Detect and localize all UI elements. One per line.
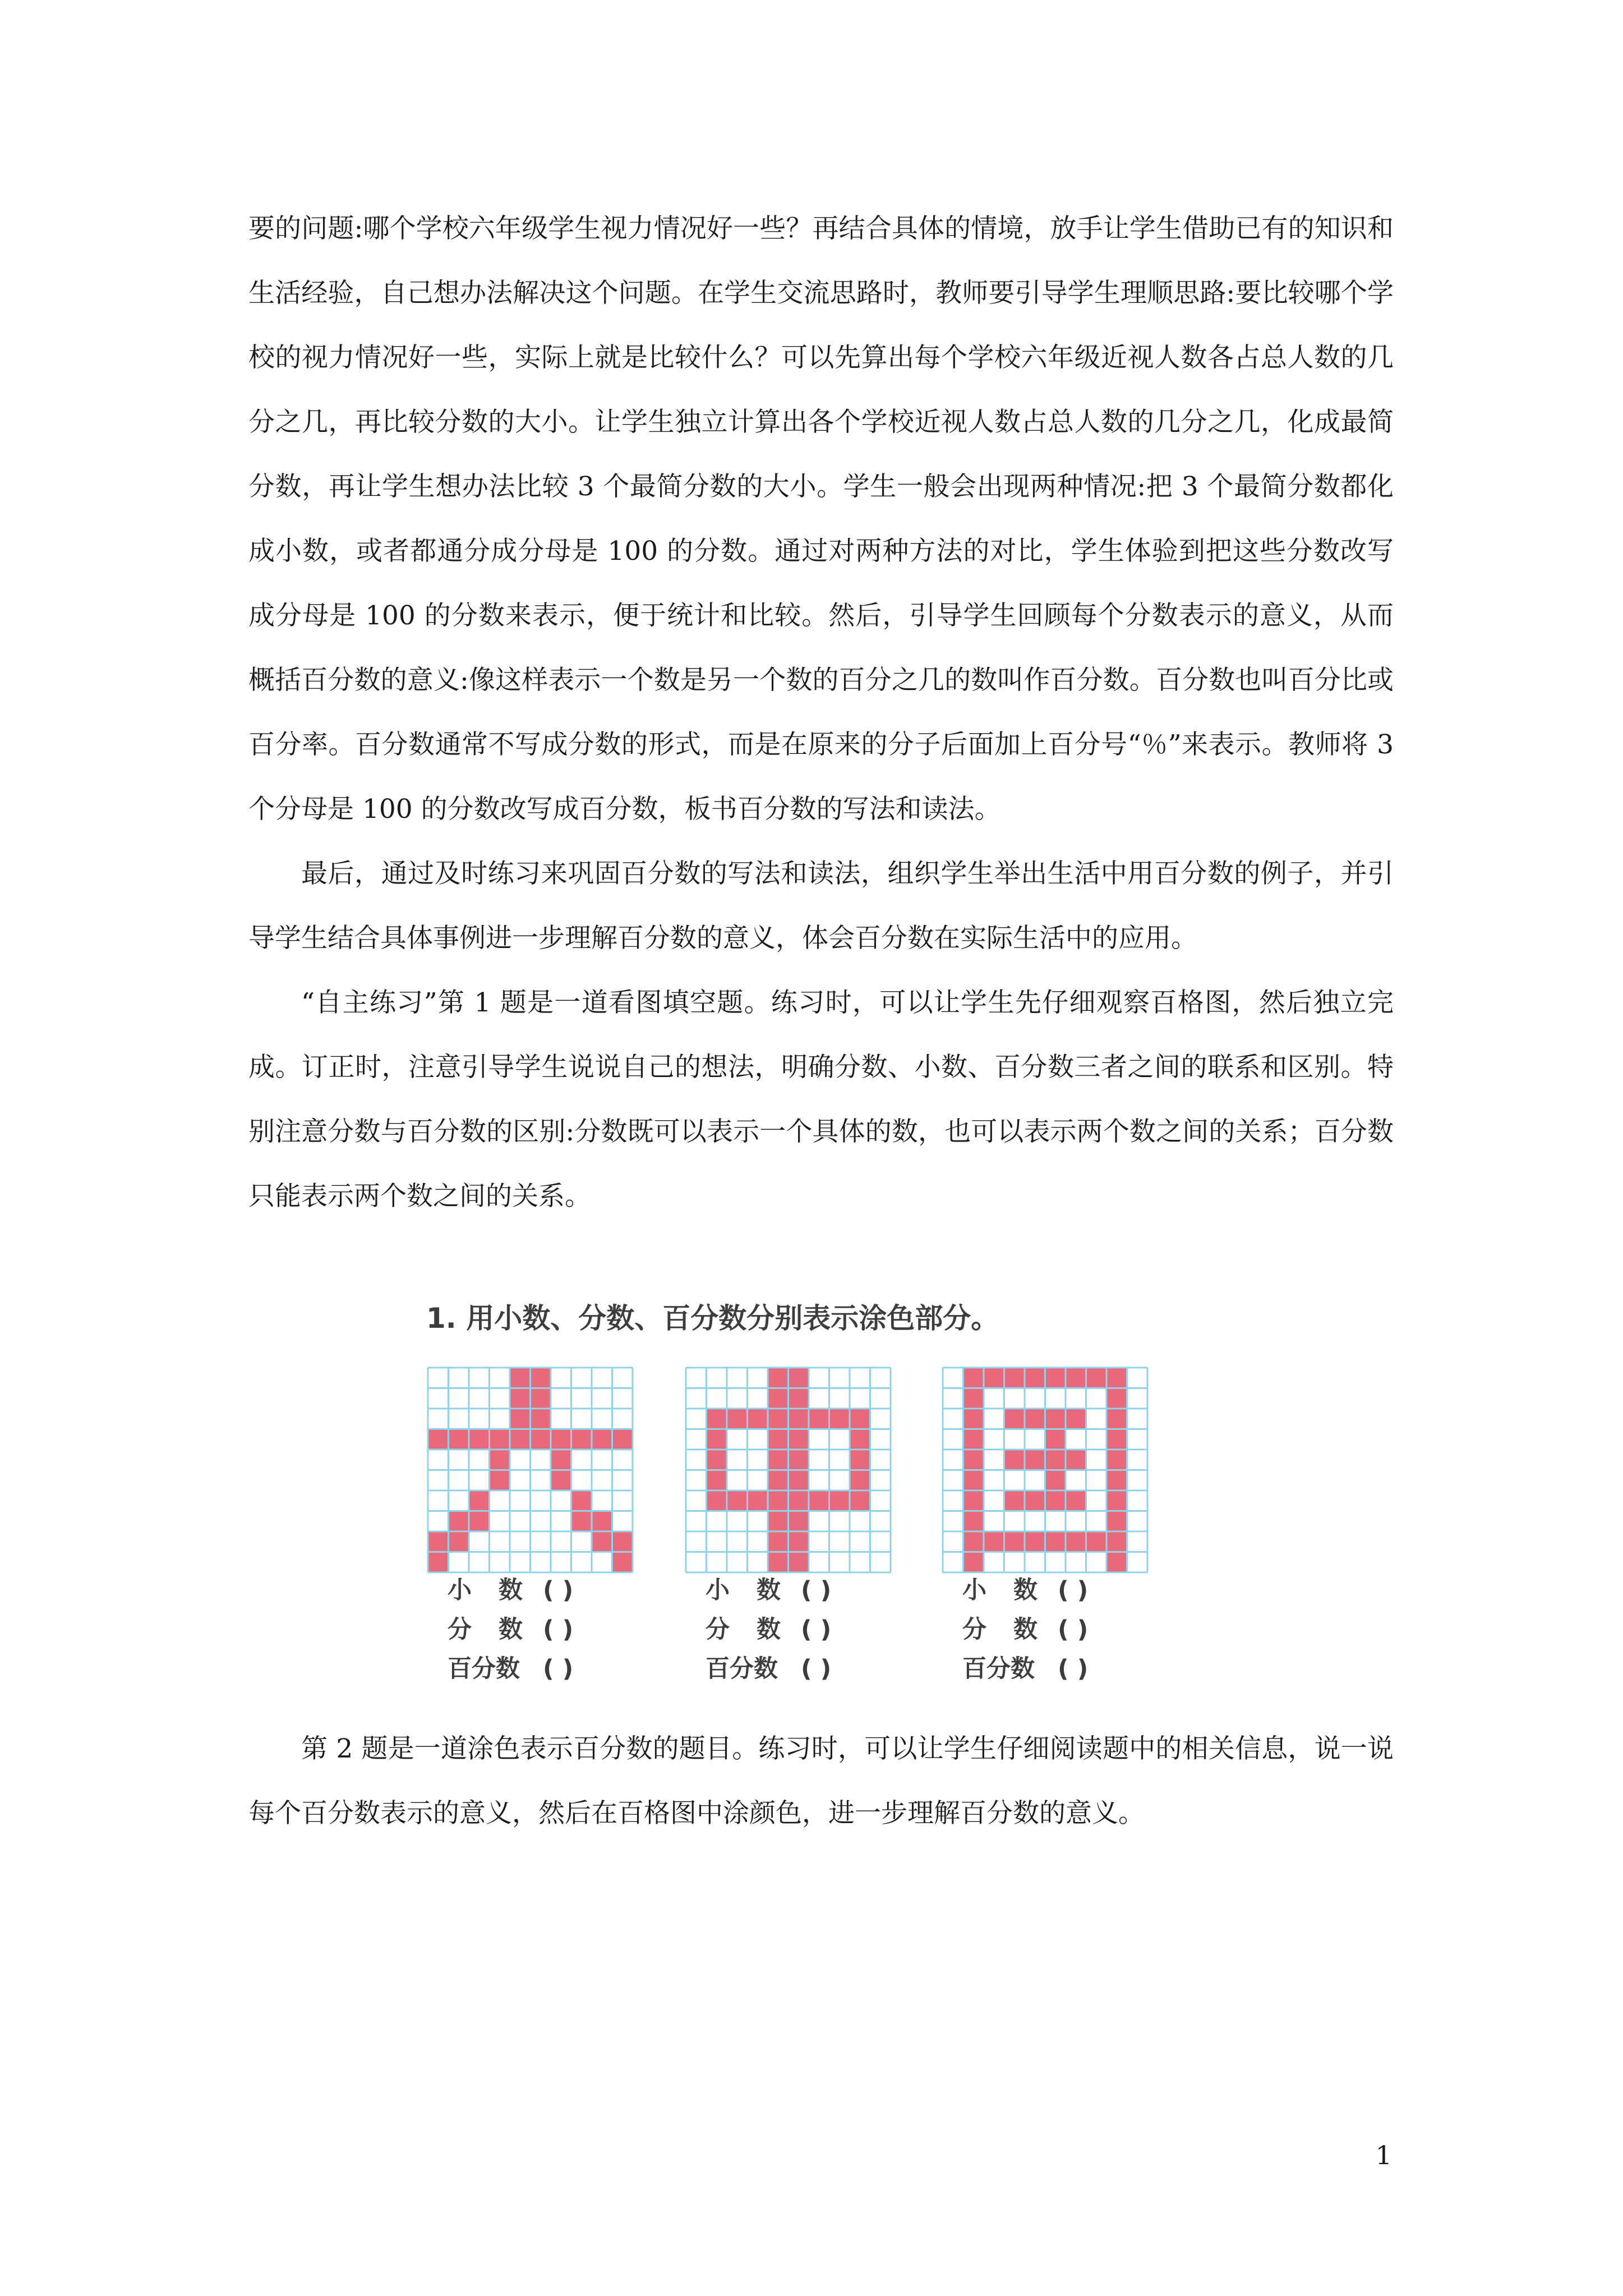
answer-blank[interactable]: ( ) <box>801 1616 832 1644</box>
body-text-continued <box>248 1717 1394 1846</box>
shaded-cell <box>1106 1409 1127 1429</box>
shaded-cell <box>1025 1368 1045 1388</box>
shaded-cell <box>707 1429 727 1450</box>
decimal-row <box>962 1571 1153 1610</box>
shaded-cell <box>1066 1531 1086 1552</box>
shaded-cell <box>612 1552 633 1573</box>
shaded-cell <box>789 1490 809 1511</box>
shaded-cell <box>428 1531 449 1552</box>
shaded-cell <box>428 1429 449 1450</box>
shaded-cell <box>592 1511 612 1532</box>
shaded-cell <box>490 1470 510 1491</box>
percent-row <box>448 1649 638 1688</box>
shaded-cell <box>707 1409 727 1429</box>
shaded-cell <box>850 1470 870 1491</box>
shaded-cell <box>1045 1470 1066 1491</box>
shaded-cell <box>469 1511 490 1532</box>
shaded-cell <box>1025 1409 1045 1429</box>
paragraph-4: 第 2 题是一道涂色表示百分数的题目。练习时，可以让学生仔细阅读题中的相关信息，说一说每个百分数表示的意义，然后在百格图中涂颜色，进一步理解百分数的意义。 <box>248 1733 1394 1829</box>
hundred-grid-guo <box>941 1366 1150 1575</box>
decimal-row <box>706 1571 896 1610</box>
shaded-cell <box>963 1368 984 1388</box>
shaded-cell <box>551 1470 571 1491</box>
shaded-cell <box>829 1409 850 1429</box>
shaded-cell <box>612 1531 633 1552</box>
shaded-cell <box>428 1552 449 1573</box>
fraction-label: 分数 <box>448 1616 550 1644</box>
shaded-cell <box>789 1470 809 1491</box>
shaded-cell <box>592 1429 612 1450</box>
shaded-cell <box>707 1450 727 1470</box>
shaded-cell <box>1106 1429 1127 1450</box>
answer-blank[interactable]: ( ) <box>543 1655 574 1683</box>
percent-label: 百分数 <box>962 1655 1035 1683</box>
answer-blank[interactable]: ( ) <box>801 1655 832 1683</box>
shaded-cell <box>531 1388 551 1409</box>
decimal-label: 小数 <box>706 1576 808 1604</box>
shaded-cell <box>963 1388 984 1409</box>
answer-blank[interactable]: ( ) <box>543 1616 574 1644</box>
shaded-cell <box>571 1490 592 1511</box>
shaded-cell <box>748 1409 768 1429</box>
shaded-cell <box>727 1409 748 1429</box>
shaded-cell <box>789 1409 809 1429</box>
shaded-cell <box>1086 1368 1107 1388</box>
fraction-label: 分数 <box>706 1616 808 1644</box>
shaded-cell <box>768 1450 789 1470</box>
shaded-cell <box>571 1429 592 1450</box>
fraction-row <box>448 1610 638 1649</box>
shaded-cell <box>809 1409 829 1429</box>
shaded-cell <box>768 1368 789 1388</box>
shaded-cell <box>768 1511 789 1532</box>
shaded-cell <box>1106 1470 1127 1491</box>
percent-label: 百分数 <box>706 1655 778 1683</box>
shaded-cell <box>449 1511 469 1532</box>
shaded-cell <box>984 1368 1004 1388</box>
hundred-grid-da <box>426 1366 635 1575</box>
shaded-cell <box>768 1409 789 1429</box>
shaded-cell <box>510 1409 531 1429</box>
shaded-cell <box>789 1429 809 1450</box>
shaded-cell <box>1066 1450 1086 1470</box>
paragraph-1: 要的问题:哪个学校六年级学生视力情况好一些？再结合具体的情境，放手让学生借助已有的知识和生活经验，自己想办法解决这个问题。在学生交流思路时，教师要引导学生理顺思路:要比较哪个学校的视力情况好一些，实际上就是比较什么？可以先算出每个学校六年级近视人数各占总人数的几分之几，再比较分数的大小。让学生独立计算出各个学校近视人数占总人数的几分之几，化成最简分数，再让学生想办法比较 3 个最简分数的大小。学生一般会出现两种情况:把 3 个最简分数都化成小数，或者都通分成分母是 100 的分数。通过对两种方法的对比，学生体验到把这些分数改写成分母是 100 的分数来表示，便于统计和比较。然后，引导学生回顾每个分数表示的意义，从而概括百分数的意义:像这样表示一个数是另一个数的百分之几的数叫作百分数。百分数也叫百分比或百分率。百分数通常不写成分数的形式，而是在原来的分子后面加上百分号“％”来表示。教师将 3 个分母是 100 的分数改写成百分数，板书百分数的写法和读法。 <box>248 213 1394 825</box>
shaded-cell <box>963 1552 984 1573</box>
shaded-cell <box>531 1409 551 1429</box>
shaded-cell <box>789 1368 809 1388</box>
shaded-cell <box>1086 1531 1107 1552</box>
answer-blank[interactable]: ( ) <box>543 1576 574 1604</box>
decimal-row <box>448 1571 638 1610</box>
shaded-cell <box>707 1490 727 1511</box>
decimal-label: 小数 <box>448 1576 550 1604</box>
shaded-cell <box>592 1531 612 1552</box>
fraction-row <box>962 1610 1153 1649</box>
shaded-cell <box>748 1490 768 1511</box>
shaded-cell <box>707 1470 727 1491</box>
shaded-cell <box>963 1511 984 1532</box>
shaded-cell <box>768 1531 789 1552</box>
shaded-cell <box>768 1552 789 1573</box>
shaded-cell <box>551 1429 571 1450</box>
shaded-cell <box>789 1511 809 1532</box>
shaded-cell <box>1004 1409 1025 1429</box>
answer-labels-1 <box>448 1571 638 1688</box>
answer-blank[interactable]: ( ) <box>1058 1616 1089 1644</box>
shaded-cell <box>1066 1409 1086 1429</box>
hundred-grid-zhong <box>684 1366 893 1575</box>
shaded-cell <box>1106 1388 1127 1409</box>
shaded-cell <box>510 1388 531 1409</box>
shaded-cell <box>768 1490 789 1511</box>
shaded-cell <box>850 1450 870 1470</box>
shaded-cell <box>963 1450 984 1470</box>
shaded-cell <box>1106 1490 1127 1511</box>
shaded-cell <box>1025 1531 1045 1552</box>
shaded-cell <box>1106 1531 1127 1552</box>
shaded-cell <box>727 1490 748 1511</box>
shaded-cell <box>789 1552 809 1573</box>
percent-row <box>706 1649 896 1688</box>
shaded-cell <box>963 1409 984 1429</box>
decimal-label: 小数 <box>962 1576 1064 1604</box>
shaded-cell <box>510 1368 531 1388</box>
shaded-cell <box>531 1429 551 1450</box>
paragraph-3: “自主练习”第 1 题是一道看图填空题。练习时，可以让学生先仔细观察百格图，然后独立完成。订正时，注意引导学生说说自己的想法，明确分数、小数、百分数三者之间的联系和区别。特别注意分数与百分数的区别:分数既可以表示一个具体的数，也可以表示两个数之间的关系；百分数只能表示两个数之间的关系。 <box>248 987 1394 1212</box>
shaded-cell <box>850 1490 870 1511</box>
fraction-label: 分数 <box>962 1616 1064 1644</box>
shaded-cell <box>612 1429 633 1450</box>
shaded-cell <box>531 1368 551 1388</box>
percent-label: 百分数 <box>448 1655 520 1683</box>
shaded-cell <box>1045 1450 1066 1470</box>
shaded-cell <box>809 1490 829 1511</box>
shaded-cell <box>490 1429 510 1450</box>
shaded-cell <box>1045 1490 1066 1511</box>
body-text <box>248 196 1394 1228</box>
shaded-cell <box>789 1450 809 1470</box>
shaded-cell <box>1106 1552 1127 1573</box>
shaded-cell <box>1045 1531 1066 1552</box>
shaded-cell <box>1106 1511 1127 1532</box>
answer-labels-2 <box>706 1571 896 1688</box>
shaded-cell <box>963 1490 984 1511</box>
shaded-cell <box>1045 1409 1066 1429</box>
answer-blank[interactable]: ( ) <box>1058 1655 1089 1683</box>
shaded-cell <box>850 1409 870 1429</box>
shaded-cell <box>1004 1450 1025 1470</box>
shaded-cell <box>963 1470 984 1491</box>
exercise-title: 1. 用小数、分数、百分数分别表示涂色部分。 <box>426 1302 999 1335</box>
shaded-cell <box>768 1429 789 1450</box>
paragraph-2: 最后，通过及时练习来巩固百分数的写法和读法，组织学生举出生活中用百分数的例子，并引导学生结合具体事例进一步理解百分数的意义，体会百分数在实际生活中的应用。 <box>248 858 1394 954</box>
shaded-cell <box>1045 1368 1066 1388</box>
exercise-figure <box>426 1296 1267 1711</box>
shaded-cell <box>1106 1450 1127 1470</box>
shaded-cell <box>449 1429 469 1450</box>
shaded-cell <box>984 1531 1004 1552</box>
answer-blank[interactable]: ( ) <box>801 1576 832 1604</box>
page-number: 1 <box>1375 2140 1392 2170</box>
answer-labels-3 <box>962 1571 1153 1688</box>
shaded-cell <box>1025 1490 1045 1511</box>
shaded-cell <box>1066 1368 1086 1388</box>
shaded-cell <box>1004 1490 1025 1511</box>
shaded-cell <box>789 1531 809 1552</box>
percent-row <box>962 1649 1153 1688</box>
shaded-cell <box>1106 1368 1127 1388</box>
shaded-cell <box>469 1429 490 1450</box>
shaded-cell <box>449 1531 469 1552</box>
answer-blank[interactable]: ( ) <box>1058 1576 1089 1604</box>
shaded-cell <box>1025 1450 1045 1470</box>
shaded-cell <box>1004 1531 1025 1552</box>
shaded-cell <box>469 1490 490 1511</box>
fraction-row <box>706 1610 896 1649</box>
shaded-cell <box>571 1511 592 1532</box>
shaded-cell <box>963 1429 984 1450</box>
shaded-cell <box>789 1388 809 1409</box>
shaded-cell <box>768 1388 789 1409</box>
shaded-cell <box>551 1450 571 1470</box>
shaded-cell <box>768 1470 789 1491</box>
shaded-cell <box>850 1429 870 1450</box>
shaded-cell <box>510 1429 531 1450</box>
shaded-cell <box>829 1490 850 1511</box>
shaded-cell <box>1066 1490 1086 1511</box>
shaded-cell <box>490 1450 510 1470</box>
shaded-cell <box>1045 1429 1066 1450</box>
shaded-cell <box>963 1531 984 1552</box>
shaded-cell <box>1004 1368 1025 1388</box>
